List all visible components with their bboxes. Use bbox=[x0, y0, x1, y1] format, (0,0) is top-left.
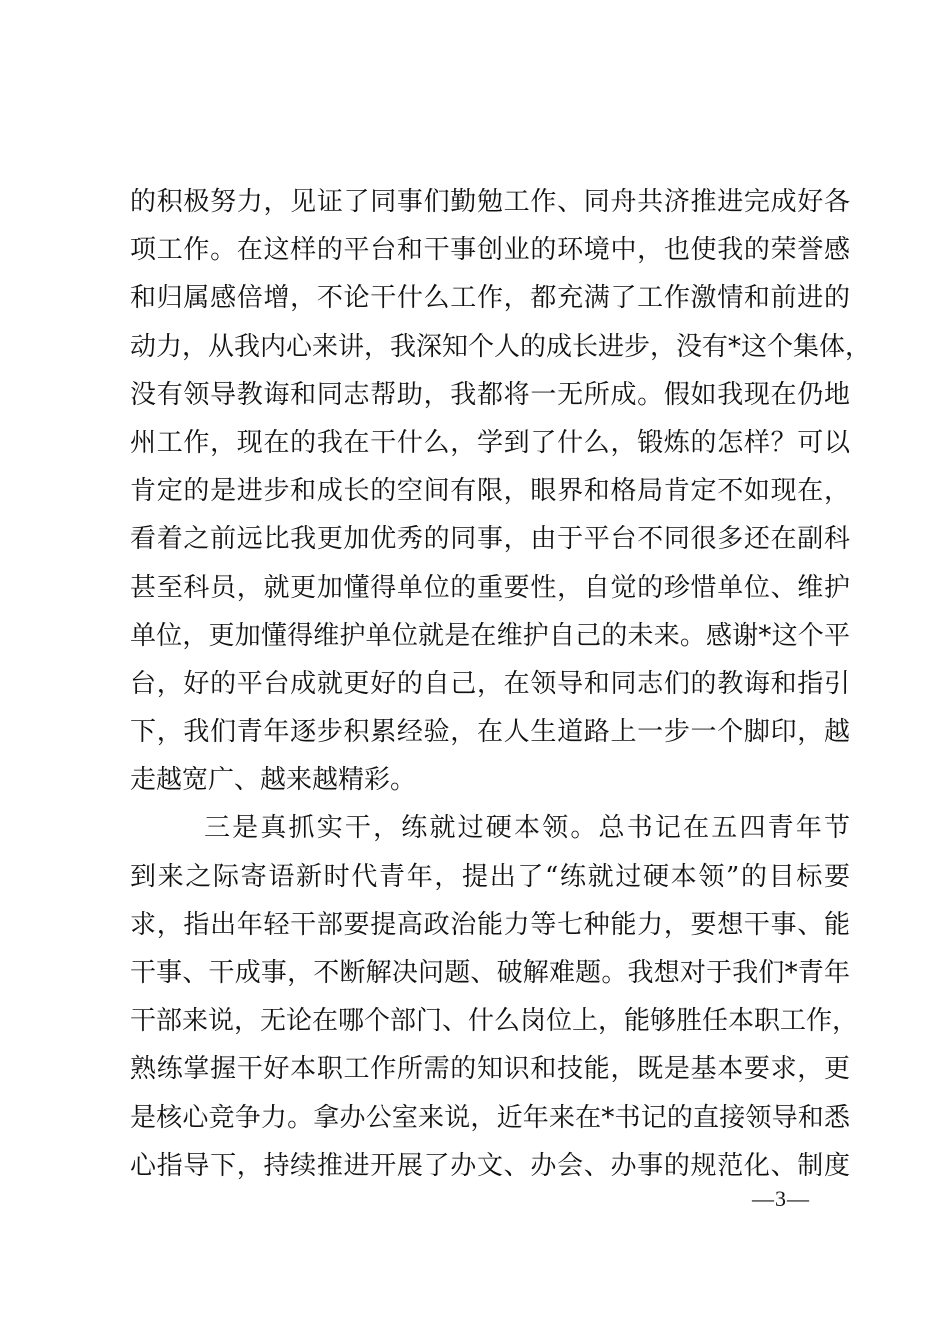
text-line: 甚至科员，就更加懂得单位的重要性，自觉的珍惜单位、维护 bbox=[130, 572, 850, 603]
text-line: 心指导下，持续推进开展了办文、办会、办事的规范化、制度 bbox=[130, 1150, 850, 1181]
text-line: 和归属感倍增，不论干什么工作，都充满了工作激情和前进的 bbox=[130, 283, 850, 314]
text-line: 肯定的是进步和成长的空间有限，眼界和格局肯定不如现在， bbox=[130, 476, 850, 507]
text-line: 求，指出年轻干部要提高政治能力等七种能力，要想干事、能 bbox=[130, 909, 850, 940]
text-line: 到来之际寄语新时代青年，提出了“练就过硬本领”的目标要 bbox=[130, 861, 850, 892]
text-line: 没有领导教诲和同志帮助，我都将一无所成。假如我现在仍地 bbox=[130, 379, 850, 410]
text-line: 项工作。在这样的平台和干事创业的环境中，也使我的荣誉感 bbox=[130, 235, 850, 266]
text-line: 州工作，现在的我在干什么，学到了什么，锻炼的怎样？可以 bbox=[130, 427, 850, 458]
text-line: 台，好的平台成就更好的自己，在领导和同志们的教诲和指引 bbox=[130, 668, 850, 699]
text-line: 下，我们青年逐步积累经验，在人生道路上一步一个脚印，越 bbox=[130, 717, 850, 748]
paragraph-2 bbox=[130, 804, 859, 1190]
text-line: 熟练掌握干好本职工作所需的知识和技能，既是基本要求，更 bbox=[130, 1054, 850, 1085]
text-line: 是核心竞争力。拿办公室来说，近年来在*书记的直接领导和悉 bbox=[130, 1102, 850, 1133]
page-number: —3— bbox=[752, 1186, 810, 1211]
text-line: 单位，更加懂得维护单位就是在维护自己的未来。感谢*这个平 bbox=[130, 620, 850, 651]
paragraph-1 bbox=[130, 178, 872, 804]
text-line: 的积极努力，见证了同事们勤勉工作、同舟共济推进完成好各 bbox=[130, 187, 850, 217]
text-line: 走越宽广、越来越精彩。 bbox=[130, 765, 417, 796]
document-body bbox=[130, 178, 872, 1190]
text-line: 看着之前远比我更加优秀的同事，由于平台不同很多还在副科 bbox=[130, 524, 850, 555]
text-line: 干部来说，无论在哪个部门、什么岗位上，能够胜任本职工作， bbox=[130, 1006, 859, 1037]
text-line: 干事、干成事，不断解决问题、破解难题。我想对于我们*青年 bbox=[130, 958, 850, 988]
text-line: 动力，从我内心来讲，我深知个人的成长进步，没有*这个集体， bbox=[130, 331, 872, 362]
text-line: 三是真抓实干，练就过硬本领。总书记在五四青年节 bbox=[204, 813, 850, 844]
